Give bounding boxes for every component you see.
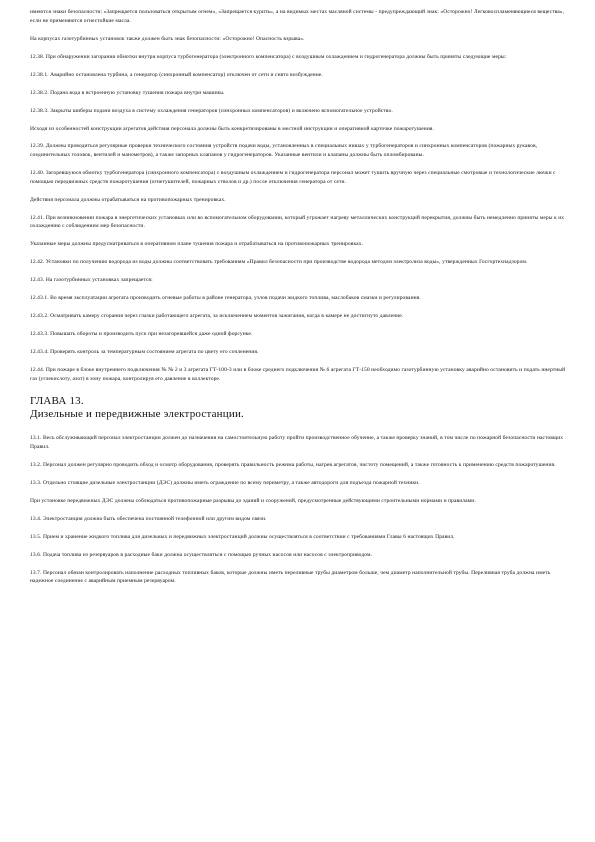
paragraph: 13.4. Электростанция должна быть обеспечена постоянной телефонной или другим видом связи.	[30, 515, 267, 522]
paragraph: 12.43.2. Осматривать камеру сгорания через глазки работающего агрегата, за исключением моментов зажигания, когда в камере не достигнуто давление.	[30, 313, 404, 320]
chapter-number: ГЛАВА 13.	[30, 395, 84, 408]
chapter-heading	[30, 395, 573, 421]
paragraph: 12.38.1. Аварийно остановлена турбина, а генератор (синхронный компенсатор) отключен от сети и снято возбуждение.	[30, 71, 323, 78]
paragraph: 12.43. На газотурбинных установках запрещается:	[30, 277, 153, 284]
paragraph: 13.5. Прием и хранение жидкого топлива для дизельных и передвижных электростанций должны осуществляться в соответствии с требованиями Главы 6 настоящих Правил.	[30, 533, 455, 540]
paragraph: Указанные меры должны предусматриваться в оперативном плане тушения пожара и отрабатываться на противопожарных тренировках.	[30, 241, 364, 248]
paragraph: 12.44. При пожаре в блоке внутреннего подключения № № 2 и 3 агрегата ГТ-100-3 или в блоке среднего подключения № 6 агрегата ГТ-150 необходимо газотурбинную установку аварийно остановить и подать инертный газ (углекислоту, азот) в зону пожара, контролируя его давление в коллекторе.	[30, 367, 566, 382]
paragraph: 12.41. При возникновении пожара в энергетических установках или во вспомогательном оборудовании, который угрожает нагреву металлических конструкций перекрытия, должны быть немедленно приняты меры к их охлаждению с соблюдением мер безопасности.	[30, 214, 565, 230]
paragraph: 12.43.1. Во время эксплуатации агрегата производить огневые работы в районе генератора, узлов подачи жидкого топлива, маслобаков смазки и регулирования.	[30, 295, 421, 302]
paragraph: Исходя из особенностей конструкции агрегатов действия персонала должны быть конкретизированы в местной инструкции и оперативной карточке пожаротушения.	[30, 125, 434, 132]
paragraph: 12.38.3. Закрыты шиберы подачи воздуха в систему охлаждения генераторов (синхронных компенсаторов) и включено вспомогательное устройство.	[30, 107, 393, 114]
paragraph: 12.38.2. Подана вода в встроенную установку тушения пожара внутри машины.	[30, 89, 225, 96]
paragraph: 12.38. При обнаружении загорания обмотки внутри корпуса турбогенератора (электронного компенсатора) с воздушным охлаждением и гидрогенератора должны быть приняты следующие меры:	[30, 53, 507, 60]
paragraph: 12.43.3. Повышать обороты и производить пуск при незагоревшейся даже одной форсунке.	[30, 331, 253, 338]
paragraph: Действия персонала должны отрабатываться на противопожарных тренировках.	[30, 196, 226, 203]
paragraph: 12.42. Установки по получению водорода из воды должны соответствовать требованиям «Правил безопасности при производстве водорода методом электролиза воды», утвержденных Госгортехнадзором.	[30, 259, 528, 266]
paragraph: 12.43.4. Проверять контроль за температурным состоянием агрегата по цвету его сочленения.	[30, 349, 259, 356]
paragraph: 13.3. Отдельно стоящие дизельные электростанции (ДЭС) должны иметь ограждение по всему периметру, а также автодороги для подъезда пожарной техники.	[30, 479, 420, 486]
paragraph: 13.6. Подача топлива из резервуаров в расходные баки должна осуществляться с помощью ручных насосов или насосов с электроприводом.	[30, 551, 373, 558]
paragraph: 13.7. Персонал обязан контролировать наполнение расходных топливных баков, которые должны иметь переливные трубы диаметром больше, чем диаметр наполнительной трубы. Переливная труба должна иметь надежное соединение с аварийным приемным резервуаром.	[30, 569, 551, 585]
chapter-title: Дизельные и передвижные электростанции.	[30, 408, 244, 421]
paragraph: 12.40. Загоревшуюся обмотку турбогенератора (синхронного компенсатора) с воздушным охлаждением и гидрогенератора персонал может тушить вручную через специальные смотровые и технологические лючки с помощью передвижных средств пожаротушения (огнетушителей, пожарных стволов и др.) после отключения генератора от сети.	[30, 170, 556, 185]
paragraph: На корпусах газотурбинных установок также должен быть знак безопасности: «Осторожно! Опасность взрыва».	[30, 35, 305, 42]
paragraph: 12.39. Должны проводиться регулярные проверки технического состояния устройств подачи воды, установленных в специальных нишах у турбогенераторов и синхронных компенсаторов (пожарных рукавов, соединительных головок, вентилей и манометров), а также запорных клапанов у гидрогенераторов. Указанные вентили и клапаны должны быть опломбированы.	[30, 143, 538, 159]
paragraph: 13.1. Весь обслуживающий персонал электростанции должен до назначения на самостоятельную работу пройти производственное обучение, а также проверку знаний, в том числе по пожарной безопасности настоящих Правил.	[30, 435, 564, 450]
paragraph: имеются знаки безопасности: «Запрещается пользоваться открытым огнем», «Запрещается курить», а на видимых местах масляной системы - предупреждающий знак: «Осторожно! Легковоспламеняющиеся вещества», если не применяются огнестойкие масла.	[30, 9, 565, 24]
top-section	[30, 8, 573, 383]
paragraph: При установке передвижных ДЭС должны соблюдаться противопожарные разрывы до зданий и сооружений, предусмотренные действующими строительными нормами и правилами.	[30, 497, 476, 504]
bottom-section	[30, 434, 573, 586]
paragraph: 13.2. Персонал должен регулярно проводить обход и осмотр оборудования, проверять правильность режима работы, нагрев агрегатов, чистоту помещений, а также готовность к применению средств пожаротушения.	[30, 461, 556, 468]
